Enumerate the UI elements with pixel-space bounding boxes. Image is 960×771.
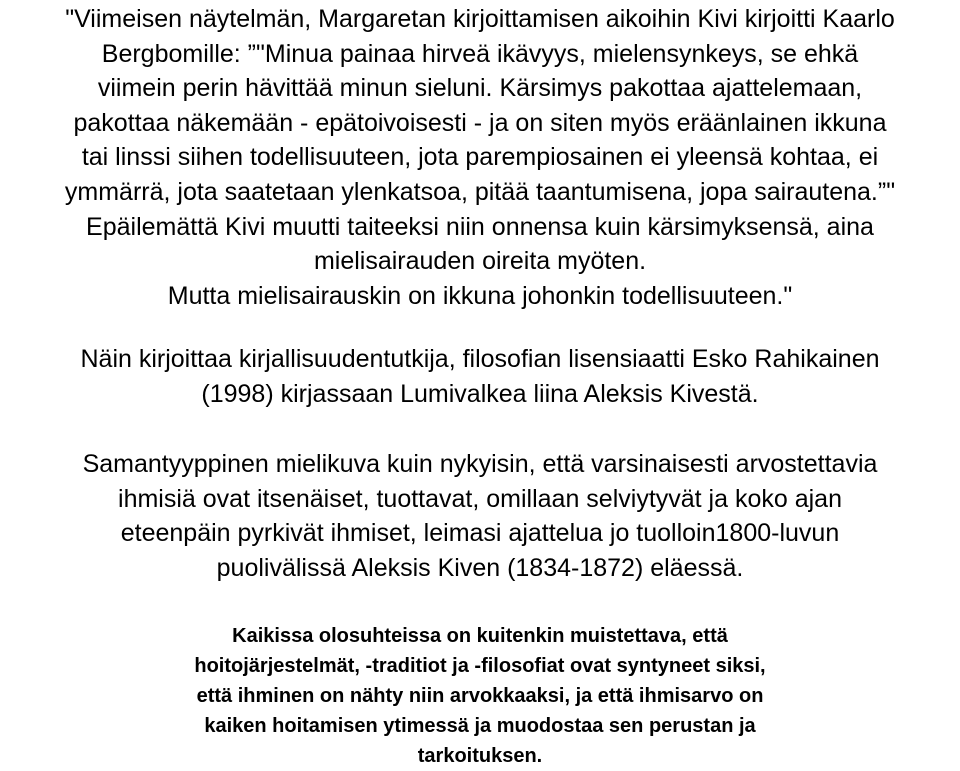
emphasis-line: Kaikissa olosuhteissa on kuitenkin muistettava, että	[232, 625, 728, 647]
emphasis-line: kaiken hoitamisen ytimessä ja muodostaa sen perustan ja	[204, 715, 756, 737]
quote-line: Bergbomille: ”"Minua painaa hirveä ikävyys, mielensynkeys, se ehkä	[101, 39, 859, 68]
body-line: Samantyyppinen mielikuva kuin nykyisin, että varsinaisesti arvostettavia	[82, 450, 878, 478]
quote-line: mielisairauden oireita myöten.	[313, 247, 647, 276]
quote-line: "Viimeisen näytelmän, Margaretan kirjoittamisen aikoihin Kivi kirjoitti Kaarlo	[65, 5, 895, 33]
quote-line: Mutta mielisairauskin on ikkuna johonkin todellisuuteen."	[167, 281, 793, 310]
emphasis-line: tarkoituksen.	[417, 745, 543, 767]
source-line: Näin kirjoittaa kirjallisuudentutkija, filosofian lisensiaatti Esko Rahikainen	[80, 345, 880, 373]
quote-line: viimein perin hävittää minun sieluni. Kärsimys pakottaa ajattelemaan,	[97, 74, 863, 103]
source-line: (1998) kirjassaan Lumivalkea liina Aleksis Kivestä.	[201, 379, 759, 408]
quote-line: tai linssi siihen todellisuuteen, jota parempiosainen ei yleensä kohtaa, ei	[81, 143, 879, 172]
body-line: puolivälissä Aleksis Kiven (1834-1872) eläessä.	[216, 553, 744, 582]
body-line: eteenpäin pyrkivät ihmiset, leimasi ajattelua jo tuolloin1800-luvun	[120, 519, 840, 548]
body-paragraph	[0, 447, 960, 585]
quote-line: Epäilemättä Kivi muutti taiteeksi niin onnensa kuin kärsimyksensä, aina	[86, 212, 874, 241]
source-paragraph	[0, 342, 960, 411]
emphasis-line: että ihminen on nähty niin arvokkaaksi, ja että ihmisarvo on	[196, 685, 764, 707]
body-line: ihmisiä ovat itsenäiset, tuottavat, omillaan selviytyvät ja koko ajan	[118, 484, 842, 513]
quote-paragraph	[0, 2, 960, 313]
quote-line: pakottaa näkemään - epätoivoisesti - ja on siten myös eräänlainen ikkuna	[73, 108, 887, 137]
emphasis-paragraph	[0, 621, 960, 771]
emphasis-line: hoitojärjestelmät, -traditiot ja -filosofiat ovat syntyneet siksi,	[194, 655, 766, 677]
quote-line: ymmärrä, jota saatetaan ylenkatsoa, pitää taantumisena, jopa sairautena.”"	[64, 177, 896, 206]
